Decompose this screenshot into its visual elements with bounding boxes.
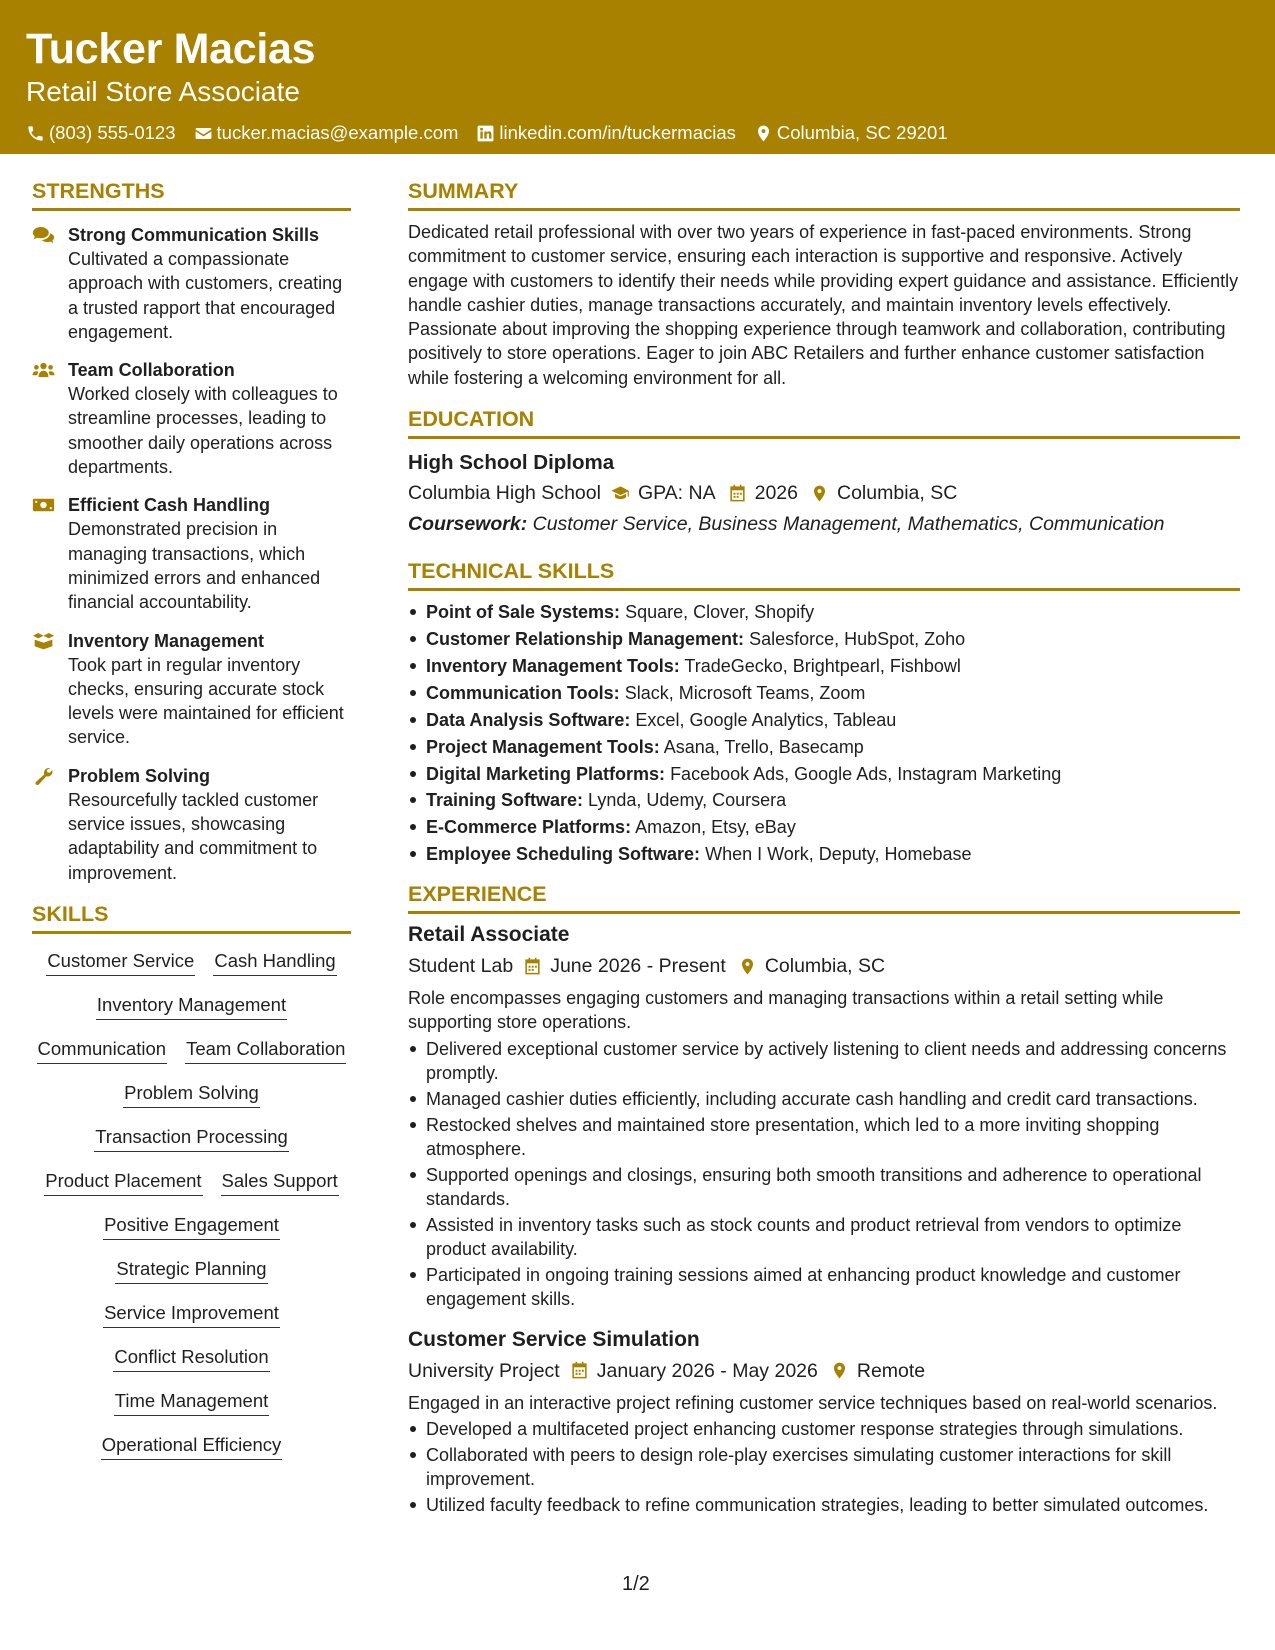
- map-marker-icon: [754, 124, 773, 143]
- calendar-icon: [728, 484, 747, 503]
- envelope-icon: [194, 124, 213, 143]
- skills-heading: SKILLS: [32, 899, 351, 934]
- gpa-text: GPA: NA: [637, 482, 716, 505]
- users-icon: [32, 361, 55, 379]
- job-entry: [408, 1326, 1240, 1517]
- strength-desc: Took part in regular inventory checks, ensuring accurate stock levels were maintained for efficient service.: [68, 654, 344, 748]
- strength-item: [32, 629, 351, 750]
- graduation-year: 2026: [754, 482, 798, 505]
- list-item: Digital Marketing Platforms: Facebook Ads, Google Ads, Instagram Marketing: [408, 761, 1240, 788]
- job-location: Remote: [856, 1359, 926, 1382]
- graduation-cap-icon: [611, 484, 630, 503]
- technical-skills-section: [408, 556, 1240, 868]
- job-meta: [408, 1357, 1240, 1385]
- contact-location: [754, 121, 948, 145]
- job-bullets: [408, 1037, 1240, 1312]
- skill-tag: Cash Handling: [213, 949, 336, 976]
- candidate-title: Retail Store Associate: [26, 76, 300, 107]
- comments-icon: [32, 226, 55, 244]
- experience-heading: EXPERIENCE: [408, 879, 1240, 914]
- list-item: Training Software: Lynda, Udemy, Coursera: [408, 787, 1240, 814]
- job-org: University Project: [408, 1359, 560, 1382]
- skills-section: [32, 899, 351, 1460]
- school-location: Columbia, SC: [837, 482, 958, 505]
- calendar-icon: [523, 957, 542, 976]
- phone-icon: [26, 124, 45, 143]
- skill-tag: Time Management: [114, 1389, 270, 1416]
- skill-tag: Conflict Resolution: [113, 1345, 269, 1372]
- skill-tag: Inventory Management: [96, 993, 287, 1020]
- map-marker-icon: [830, 1361, 849, 1380]
- experience-section: [408, 879, 1240, 1517]
- list-item: Employee Scheduling Software: When I Work, Deputy, Homebase: [408, 841, 1240, 868]
- coursework-list: Customer Service, Business Management, Mathematics, Communication: [532, 513, 1165, 536]
- email-text: tucker.macias@example.com: [216, 122, 459, 143]
- skill-tag: Customer Service: [46, 949, 195, 976]
- job-meta: [408, 952, 1240, 980]
- list-item: Assisted in inventory tasks such as stock counts and product retrieval from vendors to optimize product availability.: [408, 1213, 1240, 1262]
- strengths-list: [32, 223, 351, 885]
- wrench-icon: [32, 767, 55, 785]
- calendar-icon: [570, 1361, 589, 1380]
- contact-email[interactable]: [194, 121, 459, 145]
- strength-item: [32, 764, 351, 885]
- technical-skills-heading: TECHNICAL SKILLS: [408, 556, 1240, 591]
- list-item: Communication Tools: Slack, Microsoft Teams, Zoom: [408, 680, 1240, 707]
- technical-skills-list: [408, 599, 1240, 868]
- list-item: Supported openings and closings, ensuring both smooth transitions and adherence to operational standards.: [408, 1163, 1240, 1212]
- skill-tag: Product Placement: [44, 1169, 202, 1196]
- contact-phone[interactable]: [26, 121, 176, 145]
- coursework-label: Coursework:: [408, 513, 528, 536]
- right-column: [408, 176, 1240, 1518]
- page-number: 1/2: [622, 1573, 650, 1595]
- strength-name: Strong Communication Skills: [68, 225, 320, 245]
- list-item: Utilized faculty feedback to refine communication strategies, leading to better simulated outcomes.: [408, 1493, 1240, 1517]
- job-location: Columbia, SC: [764, 955, 886, 978]
- job-title: Customer Service Simulation: [408, 1327, 700, 1351]
- linkedin-icon: [476, 124, 495, 143]
- skill-tag: Operational Efficiency: [101, 1433, 283, 1460]
- location-text: Columbia, SC 29201: [776, 122, 948, 143]
- job-bullets: [408, 1417, 1240, 1517]
- list-item: Point of Sale Systems: Square, Clover, Shopify: [408, 599, 1240, 626]
- skills-list: [32, 949, 351, 1460]
- summary-text: Dedicated retail professional with over two years of experience in fast-paced environments. Strong commitment to customer service, ensuring each interaction is supportive and responsive. Actively engage with customers to identify their needs while providing expert guidance and assistance. Efficiently handle cashier duties, manage transactions accurately, and maintain inventory levels effectively. Passionate about improving the shopping experience through teamwork and collaboration, contributing positively to store operations. Eager to join ABC Retailers and further enhance customer satisfaction while fostering a welcoming environment for all.: [408, 222, 1239, 388]
- strength-desc: Cultivated a compassionate approach with customers, creating a trusted rapport that encouraged engagement.: [68, 249, 343, 342]
- linkedin-text: linkedin.com/in/tuckermacias: [499, 122, 736, 143]
- list-item: Data Analysis Software: Excel, Google Analytics, Tableau: [408, 707, 1240, 734]
- strength-name: Inventory Management: [68, 630, 265, 651]
- map-marker-icon: [738, 957, 757, 976]
- list-item: Delivered exceptional customer service by actively listening to client needs and addressing concerns promptly.: [408, 1037, 1240, 1086]
- strength-item: [32, 493, 351, 614]
- skill-tag: Positive Engagement: [103, 1213, 280, 1240]
- phone-text: (803) 555-0123: [49, 122, 176, 143]
- map-marker-icon: [810, 484, 829, 503]
- list-item: Developed a multifaceted project enhancing customer response strategies through simulations.: [408, 1417, 1240, 1441]
- job-description: Role encompasses engaging customers and managing transactions within a retail setting while supporting store operations.: [408, 988, 1164, 1033]
- education-heading: EDUCATION: [408, 404, 1240, 439]
- money-bill-icon: [32, 496, 55, 514]
- left-column: [32, 176, 351, 1460]
- strength-desc: Worked closely with colleagues to streamline processes, leading to smoother daily operations across departments.: [68, 384, 338, 478]
- skill-tag: Communication: [37, 1037, 168, 1064]
- job-dates: January 2026 - May 2026: [596, 1359, 818, 1382]
- list-item: E-Commerce Platforms: Amazon, Etsy, eBay: [408, 814, 1240, 841]
- education-meta: [408, 479, 1240, 507]
- skill-tag: Team Collaboration: [185, 1037, 346, 1064]
- skill-tag: Problem Solving: [123, 1081, 260, 1108]
- strength-name: Efficient Cash Handling: [68, 495, 271, 516]
- strength-item: [32, 223, 351, 344]
- strength-item: [32, 358, 351, 479]
- summary-heading: SUMMARY: [408, 176, 1240, 211]
- job-description: Engaged in an interactive project refining customer service techniques based on real-world scenarios.: [408, 1392, 1218, 1413]
- school-name: Columbia High School: [408, 482, 601, 505]
- list-item: Participated in ongoing training sessions aimed at enhancing product knowledge and customer engagement skills.: [408, 1263, 1240, 1312]
- list-item: Project Management Tools: Asana, Trello, Basecamp: [408, 734, 1240, 761]
- strength-name: Team Collaboration: [68, 360, 235, 381]
- contact-linkedin[interactable]: [476, 121, 735, 145]
- strength-desc: Demonstrated precision in managing transactions, which minimized errors and enhanced financial accountability.: [68, 519, 321, 613]
- education-section: [408, 404, 1240, 538]
- skill-tag: Transaction Processing: [94, 1125, 289, 1152]
- boxes-icon: [32, 632, 55, 650]
- strength-name: Problem Solving: [68, 765, 211, 786]
- candidate-name: Tucker Macias: [26, 25, 316, 73]
- list-item: Managed cashier duties efficiently, including accurate cash handling and credit card transactions.: [408, 1087, 1240, 1111]
- job-dates: June 2026 - Present: [550, 955, 726, 978]
- job-org: Student Lab: [408, 955, 514, 978]
- job-entry: [408, 921, 1240, 1311]
- skill-tag: Strategic Planning: [115, 1257, 267, 1284]
- degree-title: High School Diploma: [408, 451, 615, 475]
- list-item: Collaborated with peers to design role-play exercises simulating customer interactions for skill improvement.: [408, 1443, 1240, 1492]
- contact-bar: [26, 121, 1249, 145]
- strength-desc: Resourcefully tackled customer service issues, showcasing adaptability and commitment to improvement.: [68, 789, 319, 883]
- job-title: Retail Associate: [408, 923, 570, 947]
- list-item: Customer Relationship Management: Salesforce, HubSpot, Zoho: [408, 626, 1240, 653]
- skill-tag: Service Improvement: [103, 1301, 280, 1328]
- skill-tag: Sales Support: [221, 1169, 339, 1196]
- list-item: Restocked shelves and maintained store presentation, which led to a more inviting shopping atmosphere.: [408, 1113, 1240, 1162]
- strengths-heading: STRENGTHS: [32, 176, 351, 211]
- coursework: [408, 510, 1240, 538]
- list-item: Inventory Management Tools: TradeGecko, Brightpearl, Fishbowl: [408, 653, 1240, 680]
- resume-header: [0, 0, 1275, 154]
